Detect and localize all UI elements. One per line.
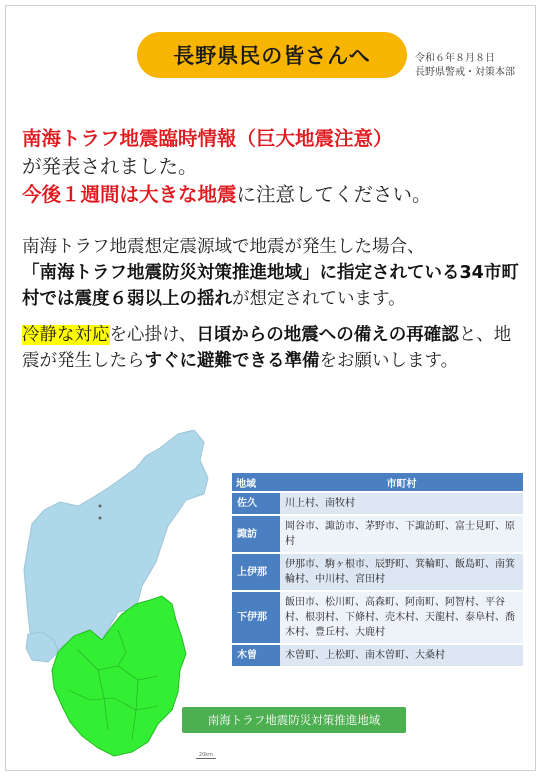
table-row <box>232 644 523 667</box>
table-row <box>232 515 523 553</box>
table-header-row <box>232 473 523 492</box>
para1-bold: 「南海トラフ地震防災対策推進地域」に指定されている34市町村では震度６弱以上の揺れ <box>22 263 519 309</box>
table-row <box>232 492 523 515</box>
headline-announced: が発表されました。 <box>22 155 198 178</box>
municipalities: 伊那市、駒ヶ根市、辰野町、箕輪町、飯島町、南箕輪村、中川村、宮田村 <box>280 553 523 591</box>
header-region: 地域 <box>232 473 280 492</box>
para2-highlight: 冷静な対応 <box>22 325 110 345</box>
paragraph-request <box>22 322 527 374</box>
designated-area-legend-text: 南海トラフ地震防災対策推進地域 <box>207 713 381 727</box>
headline-alert: 南海トラフ地震臨時情報（巨大地震注意） <box>22 127 393 150</box>
region-name: 佐久 <box>232 492 280 515</box>
header-municipalities: 市町村 <box>280 473 523 492</box>
table-row <box>232 553 523 591</box>
region-name: 下伊那 <box>232 591 280 644</box>
map-marker <box>99 517 102 520</box>
designated-area-legend <box>182 707 406 733</box>
map-scale: 20km <box>196 752 216 759</box>
headline-warning-rest: に注意してください。 <box>236 183 432 206</box>
region-name: 上伊那 <box>232 553 280 591</box>
issuer-name: 長野県警戒・対策本部 <box>415 67 515 78</box>
para1-text2: が想定されています。 <box>232 289 406 309</box>
para1-text1: 南海トラフ地震想定震源域で地震が発生した場合、 <box>22 237 425 257</box>
issue-date: 令和６年８月８日 <box>415 53 495 64</box>
municipalities: 川上村、南牧村 <box>280 492 523 515</box>
headline-warning <box>22 181 527 209</box>
municipalities: 岡谷市、諏訪市、茅野市、下諏訪町、富士見町、原村 <box>280 515 523 553</box>
region-name: 木曽 <box>232 644 280 667</box>
para2-bold1: 日頃からの地震への備えの再確認 <box>196 325 459 345</box>
page-title-text: 長野県民の皆さんへ <box>173 44 371 68</box>
issuer-block <box>415 52 515 80</box>
para2-bold2: すぐに避難できる準備 <box>144 351 320 371</box>
para2-text2: と、地震が発生したら <box>22 325 512 371</box>
table-row <box>232 591 523 644</box>
region-name: 諏訪 <box>232 515 280 553</box>
page-title <box>137 32 407 78</box>
municipalities: 木曽町、上松町、南木曽町、大桑村 <box>280 644 523 667</box>
headline <box>22 125 527 209</box>
para2-text3: をお願いします。 <box>319 351 459 371</box>
map-marker <box>99 505 102 508</box>
region-table <box>232 473 523 668</box>
paragraph-expected-shaking <box>22 234 527 312</box>
municipalities: 飯田市、松川町、高森町、阿南町、阿智村、平谷村、根羽村、下條村、売木村、天龍村、泰阜村、喬木村、豊丘村、大鹿村 <box>280 591 523 644</box>
headline-warning-emphasis: 今後１週間は大きな地震 <box>22 183 237 206</box>
para2-text1: を心掛け、 <box>109 325 197 345</box>
map-north-region <box>24 430 208 650</box>
